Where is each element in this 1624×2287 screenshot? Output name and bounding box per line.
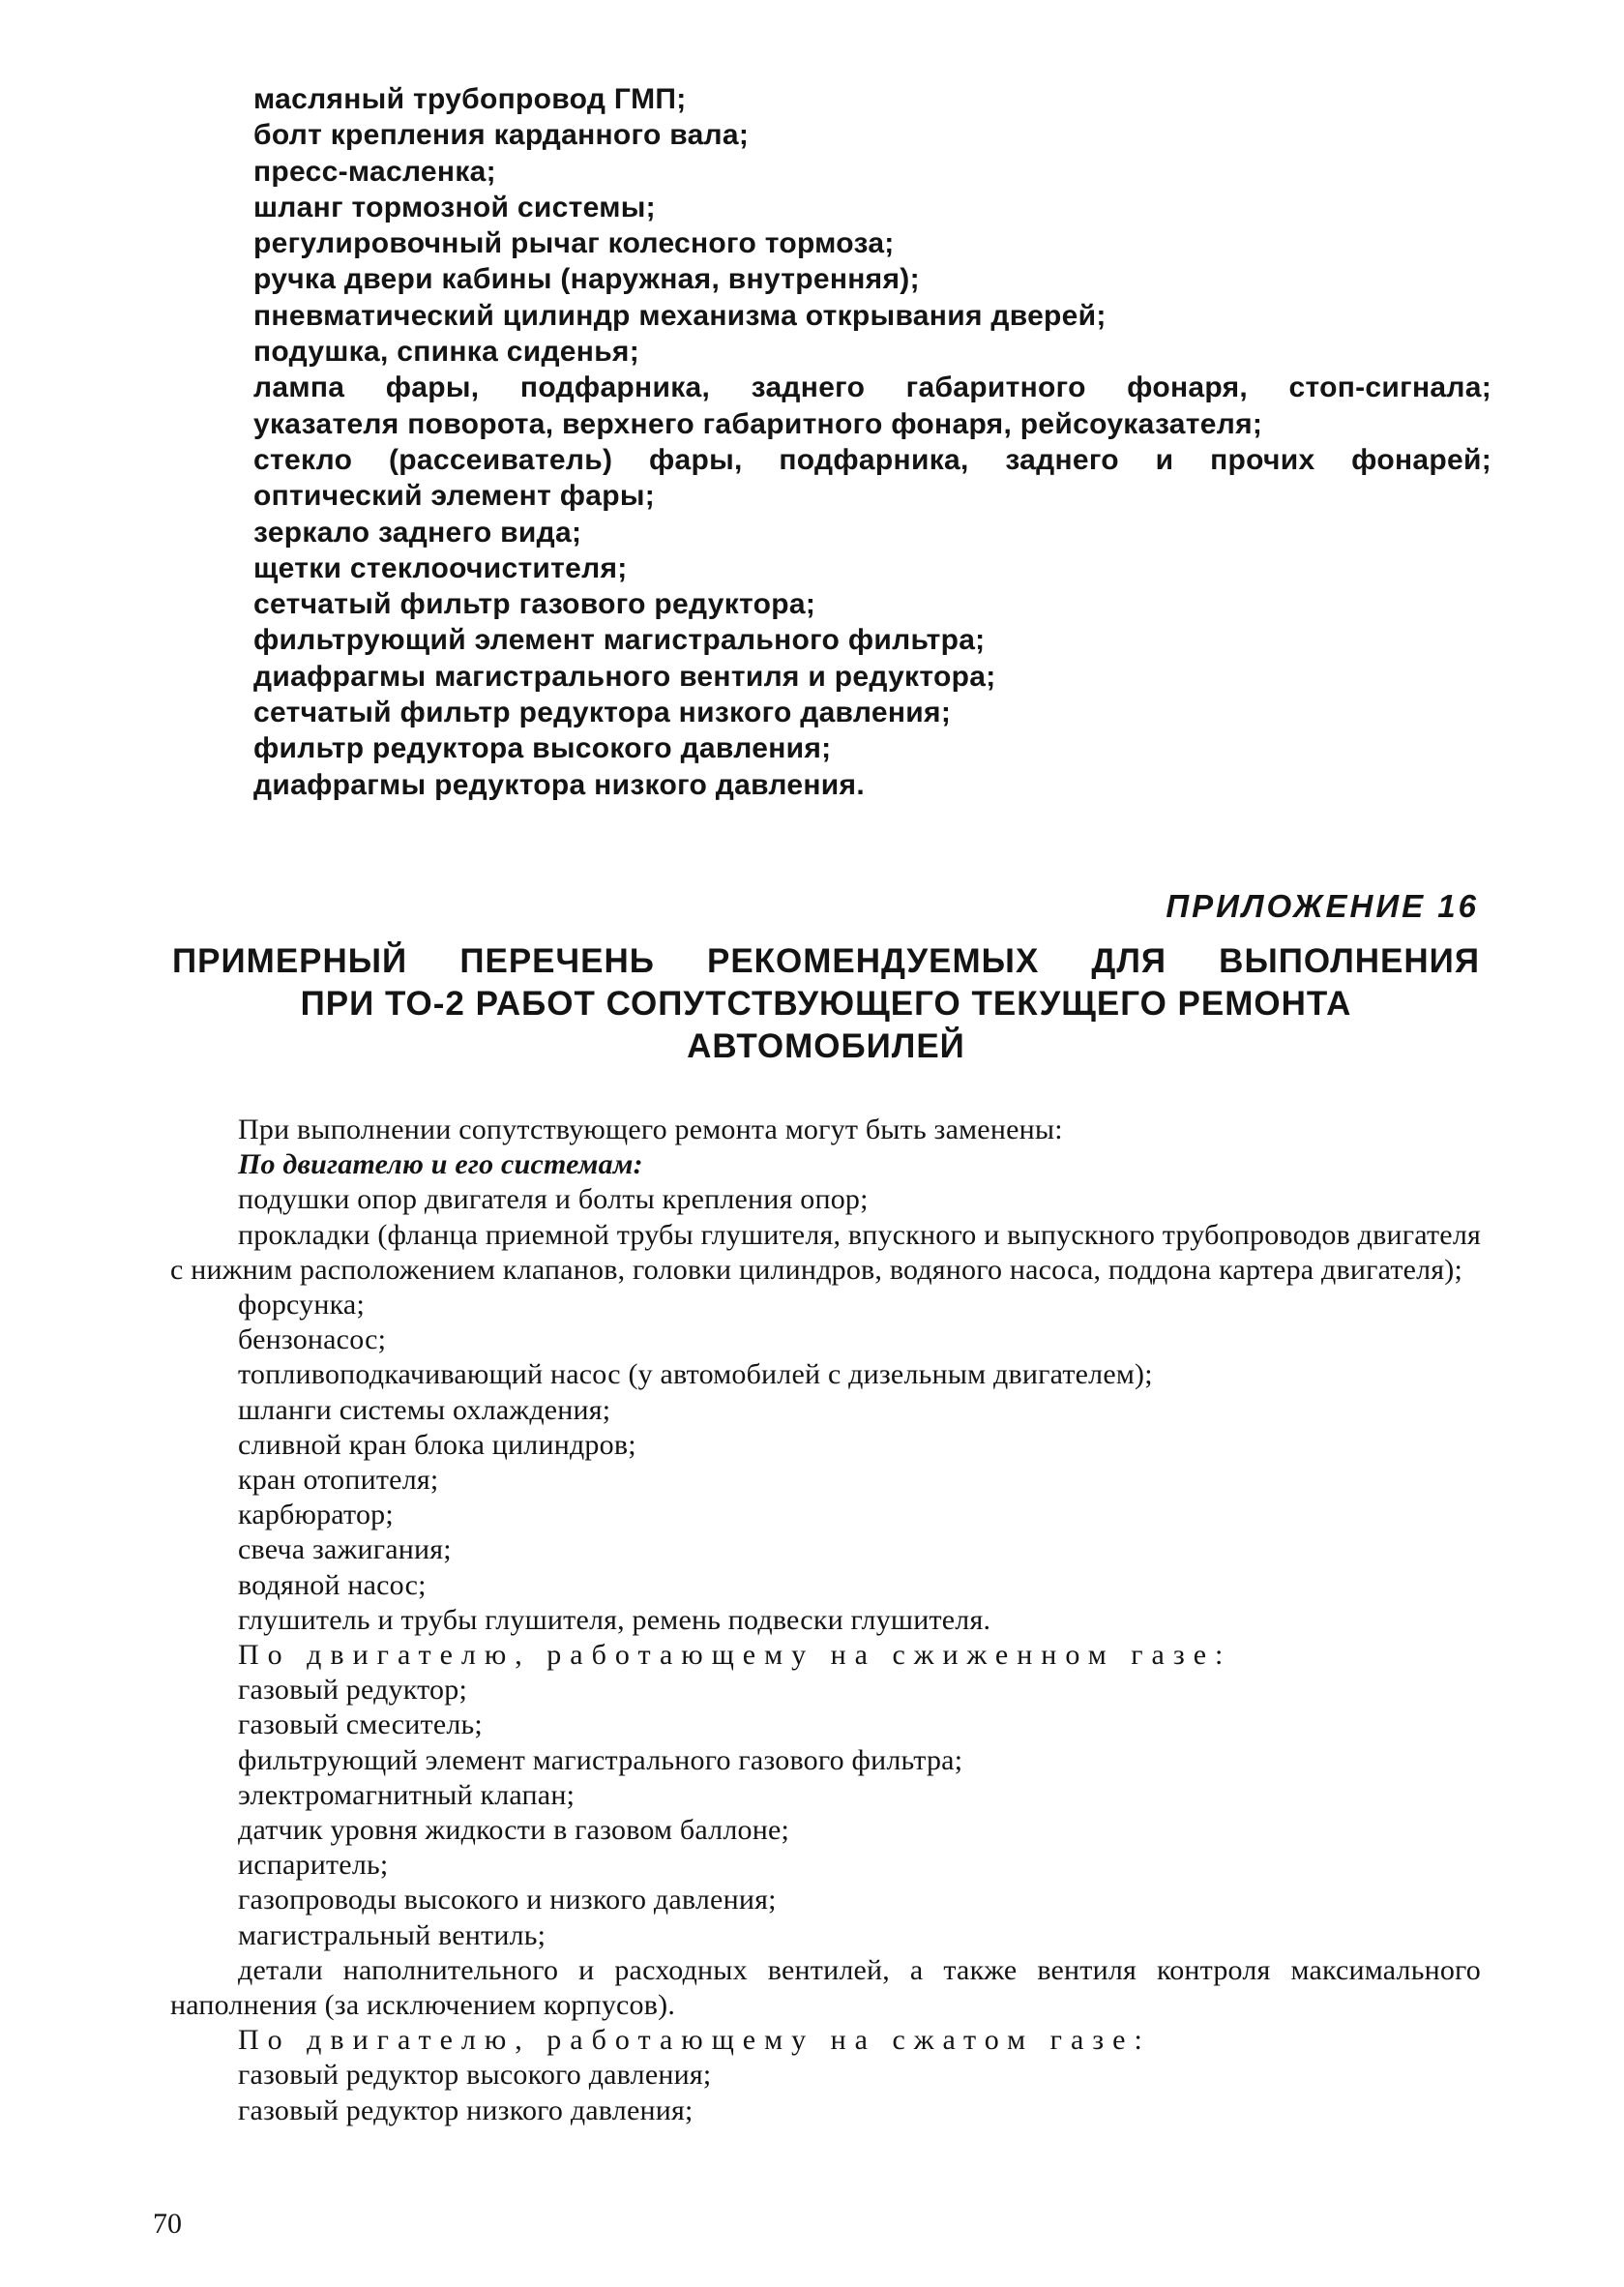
list-item: указателя поворота, верхнего габаритного фонаря, рейсоуказателя; (253, 407, 1263, 440)
page-number: 70 (153, 2208, 182, 2240)
engine-heading: По двигателю и его системам: (238, 1148, 643, 1181)
parts-list (253, 81, 1491, 803)
list-item: фильтрующий элемент магистрального газового фильтра; (238, 1743, 963, 1776)
list-item: электромагнитный клапан; (238, 1778, 576, 1811)
list-item: ручка двери кабины (наружная, внутренняя); (253, 263, 920, 296)
list-item: газовый редуктор; (238, 1674, 467, 1707)
list-item: сетчатый фильтр редуктора низкого давления; (253, 697, 952, 729)
list-item: газовый редуктор низкого давления; (238, 2094, 694, 2126)
list-item: газопроводы высокого и низкого давления; (238, 1884, 777, 1916)
list-item: форсунка; (238, 1289, 365, 1322)
list-item: подушка, спинка сиденья; (253, 336, 640, 369)
list-item: фильтрующий элемент магистрального фильтра; (253, 624, 986, 657)
list-item: оптический элемент фары; (253, 480, 656, 513)
list-item: шланги системы охлаждения; (238, 1393, 611, 1426)
list-item: испаритель; (238, 1849, 389, 1882)
list-item: глушитель и трубы глушителя, ремень подвески глушителя. (238, 1603, 991, 1636)
list-item: детали наполнительного и расходных вентилей, а также вентиля контроля максимального наполнения (за исключением корпусов). (170, 1953, 1481, 2022)
list-item: кран отопителя; (238, 1464, 439, 1497)
list-item: пресс-масленка; (253, 155, 496, 188)
list-item: карбюратор; (238, 1499, 394, 1531)
intro-paragraph: При выполнении сопутствующего ремонта могут быть заменены: (238, 1114, 1063, 1145)
appendix-label: ПРИЛОЖЕНИЕ 16 (1166, 888, 1479, 924)
list-item: щетки стеклоочистителя; (253, 551, 628, 584)
lpg-heading: По двигателю, работающему на сжиженном газе: (238, 1639, 1232, 1672)
section-title (172, 940, 1480, 1068)
list-item: пневматический цилиндр механизма открывания дверей; (253, 299, 1107, 332)
list-item: шланг тормозной системы; (253, 191, 656, 223)
list-item: магистральный вентиль; (238, 1918, 546, 1951)
list-item: газовый смеситель; (238, 1708, 483, 1741)
list-item: стекло (рассеиватель) фары, подфарника, заднего и прочих фонарей; (253, 443, 1491, 476)
title-line: ПРИ ТО-2 РАБОТ СОПУТСТВУЮЩЕГО ТЕКУЩЕГО РЕМОНТА (300, 985, 1352, 1023)
list-item: масляный трубопровод ГМП; (253, 83, 687, 115)
list-item: зеркало заднего вида; (253, 516, 582, 549)
list-item: лампа фары, подфарника, заднего габаритного фонаря, стоп-сигнала; (253, 371, 1491, 404)
list-item: топливоподкачивающий насос (у автомобилей с дизельным двигателем); (238, 1358, 1153, 1391)
title-line: ПРИМЕРНЫЙ ПЕРЕЧЕНЬ РЕКОМЕНДУЕМЫХ ДЛЯ ВЫПОЛНЕНИЯ (172, 942, 1480, 980)
list-item: газовый редуктор высокого давления; (238, 2059, 712, 2092)
list-item: свеча зажигания; (238, 1533, 452, 1566)
list-item: диафрагмы магистрального вентиля и редуктора; (253, 660, 996, 693)
list-item: прокладки (фланца приемной трубы глушителя, впускного и выпускного трубопроводов двигателя с нижним расположением клапанов, головки цилиндров, водяного насоса, поддона картера двигателя); (170, 1218, 1481, 1286)
list-item: сливной кран блока цилиндров; (238, 1428, 636, 1461)
list-item: бензонасос; (238, 1323, 387, 1356)
list-item: водяной насос; (238, 1568, 427, 1601)
list-item: фильтр редуктора высокого давления; (253, 732, 832, 765)
list-item: датчик уровня жидкости в газовом баллоне; (238, 1814, 789, 1847)
list-item: подушки опор двигателя и болты крепления опор; (238, 1183, 869, 1216)
title-line: АВТОМОБИЛЕЙ (687, 1027, 965, 1065)
document-body (170, 1113, 1481, 2128)
cng-heading: По двигателю, работающему на сжатом газе: (238, 2024, 1151, 2057)
list-item: сетчатый фильтр газового редуктора; (253, 588, 816, 621)
list-item: регулировочный рычаг колесного тормоза; (253, 227, 895, 260)
list-item: диафрагмы редуктора низкого давления. (253, 768, 865, 801)
list-item: болт крепления карданного вала; (253, 119, 750, 152)
